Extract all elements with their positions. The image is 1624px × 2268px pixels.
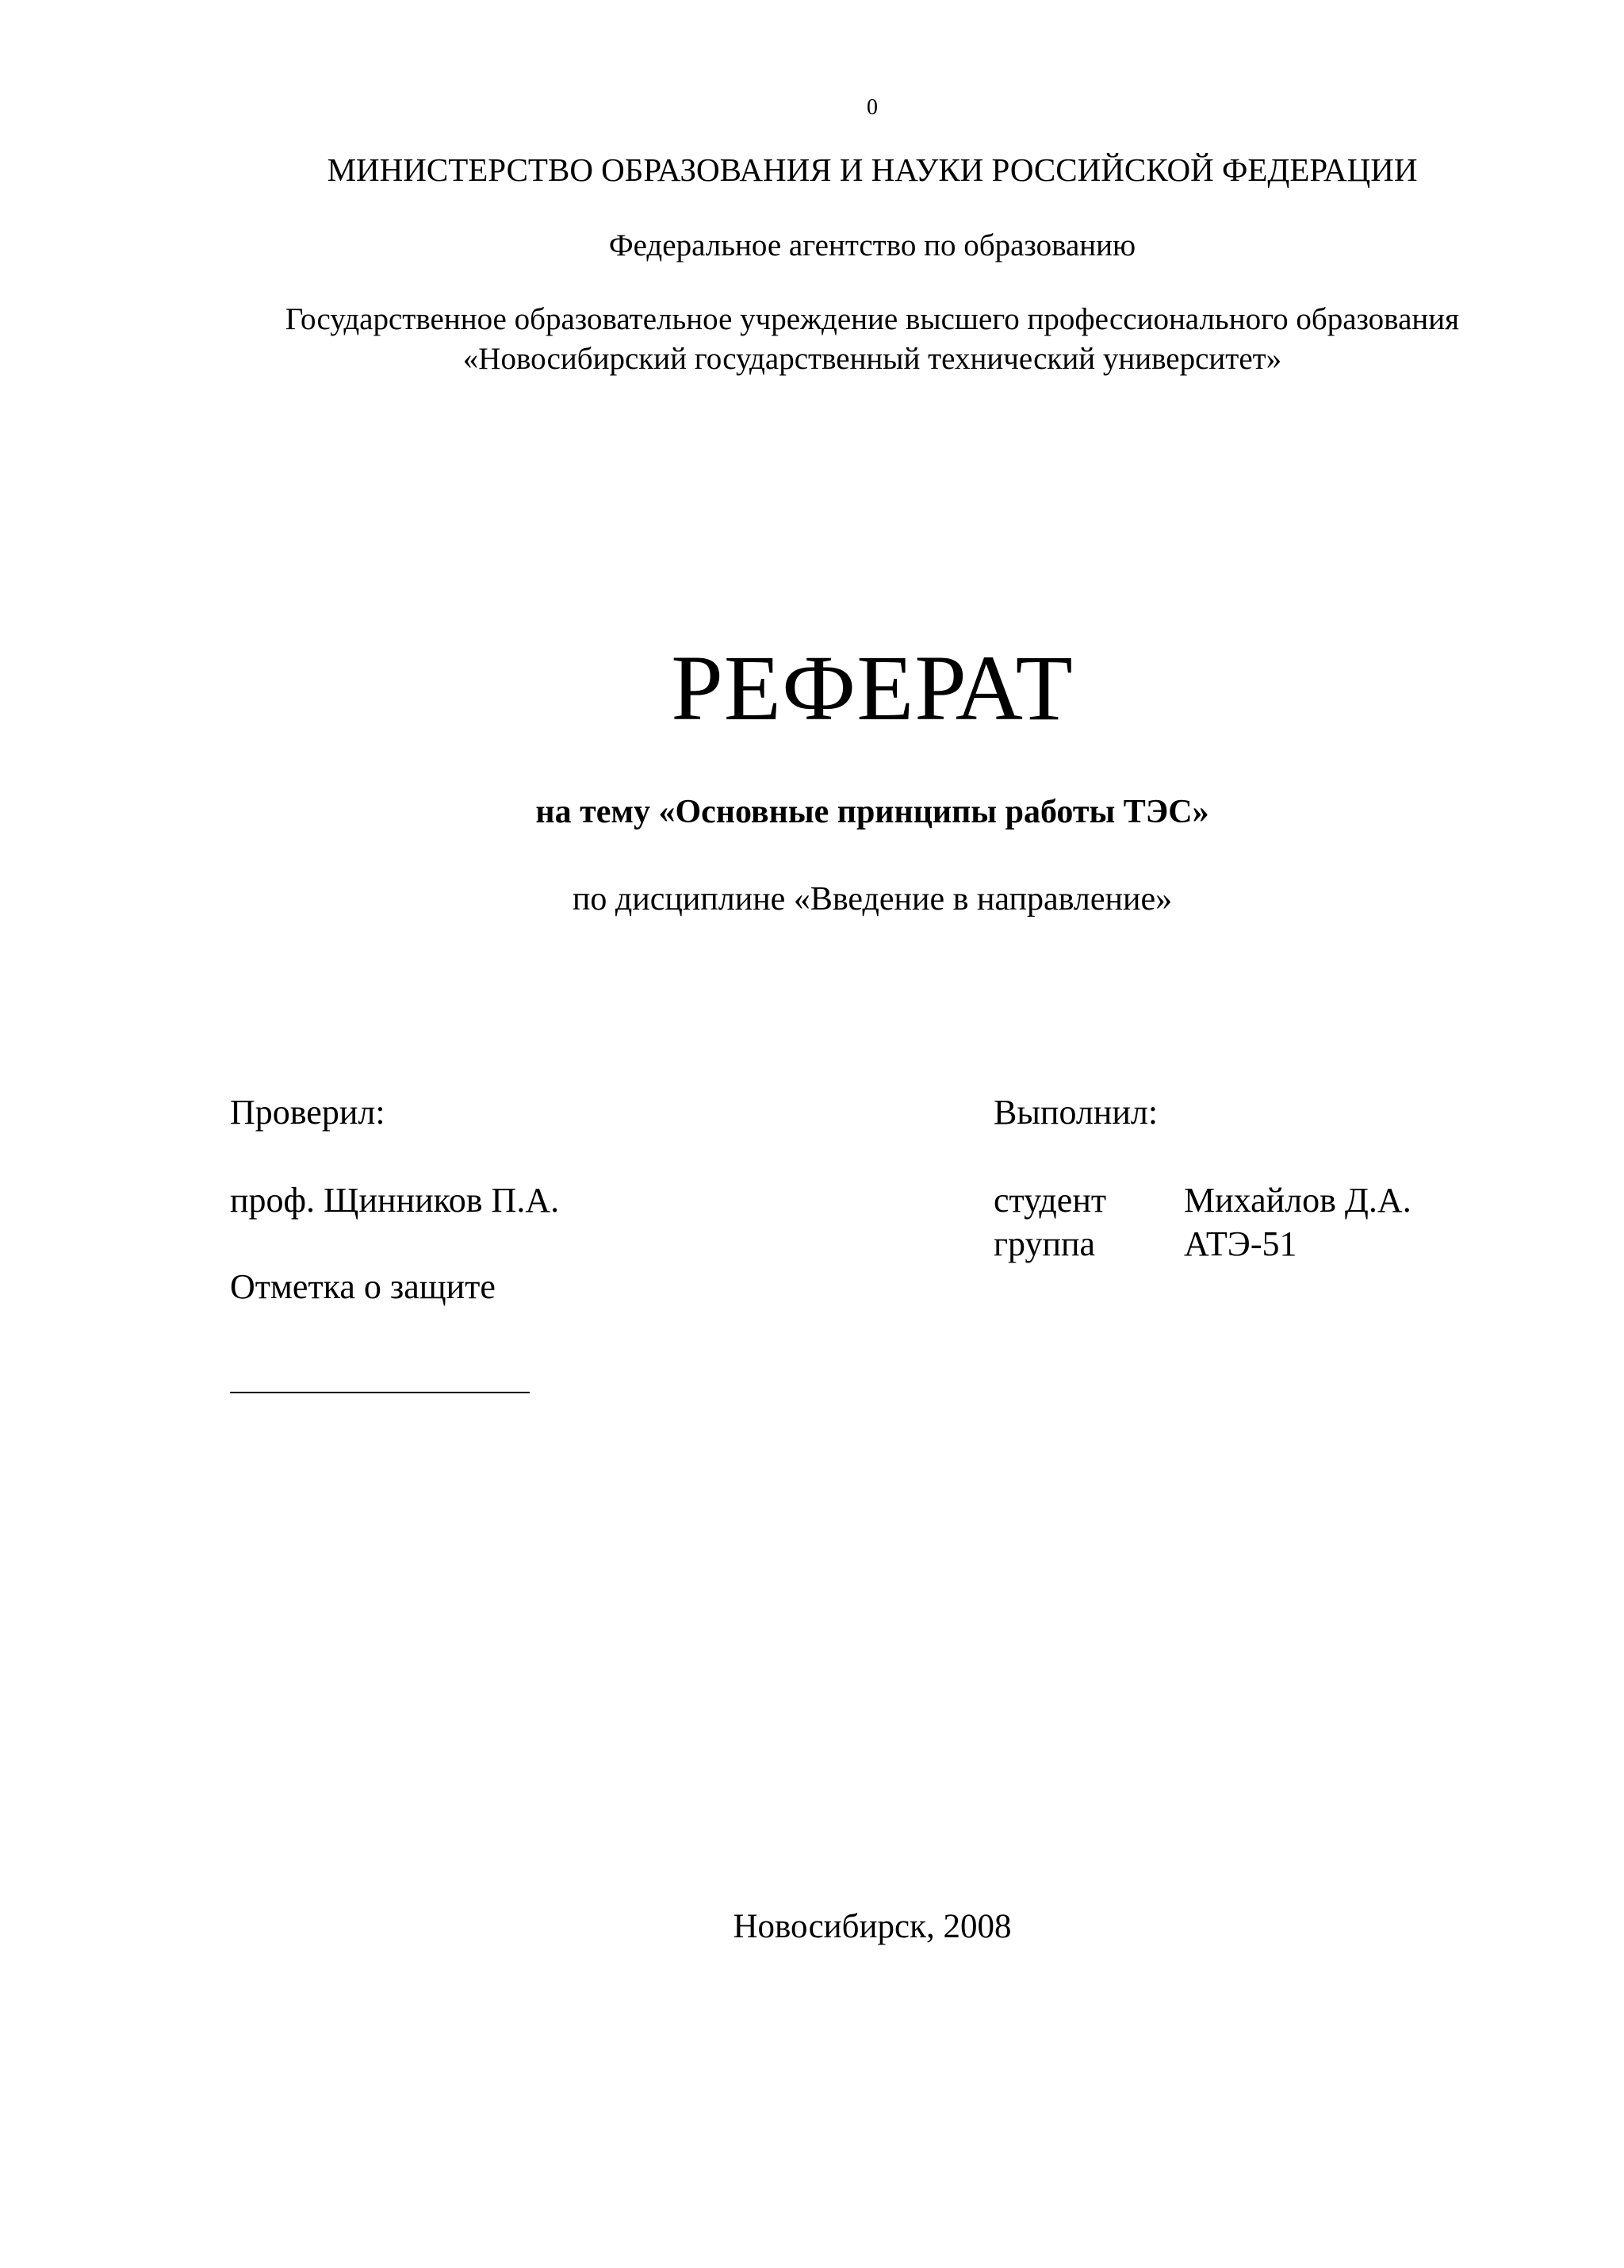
page-number: 0 (867, 95, 878, 120)
defense-mark-label: Отметка о защите (230, 1267, 496, 1306)
document-discipline: по дисциплине «Введение в направление» (572, 881, 1173, 918)
document-topic: на тему «Основные принципы работы ТЭС» (535, 794, 1209, 830)
university-heading: «Новосибирский государственный технический университет» (462, 342, 1282, 376)
document-title: РЕФЕРАТ (671, 636, 1074, 740)
student-key: студент (994, 1181, 1107, 1220)
ministry-heading: МИНИСТЕРСТВО ОБРАЗОВАНИЯ И НАУКИ РОССИЙСКОЙ ФЕДЕРАЦИИ (327, 151, 1418, 188)
city-year: Новосибирск, 2008 (733, 1908, 1012, 1945)
checker-name: проф. Щинников П.А. (230, 1181, 560, 1220)
student-name: Михайлов Д.А. (1184, 1181, 1411, 1220)
institution-heading: Государственное образовательное учреждение высшего профессионального образования (285, 302, 1460, 336)
group-key: группа (994, 1224, 1096, 1263)
group-value: АТЭ-51 (1184, 1224, 1297, 1263)
performed-by-label: Выполнил: (994, 1093, 1159, 1132)
checked-by-label: Проверил: (230, 1093, 385, 1132)
agency-heading: Федеральное агентство по образованию (608, 228, 1136, 262)
signature-line (230, 1392, 530, 1393)
